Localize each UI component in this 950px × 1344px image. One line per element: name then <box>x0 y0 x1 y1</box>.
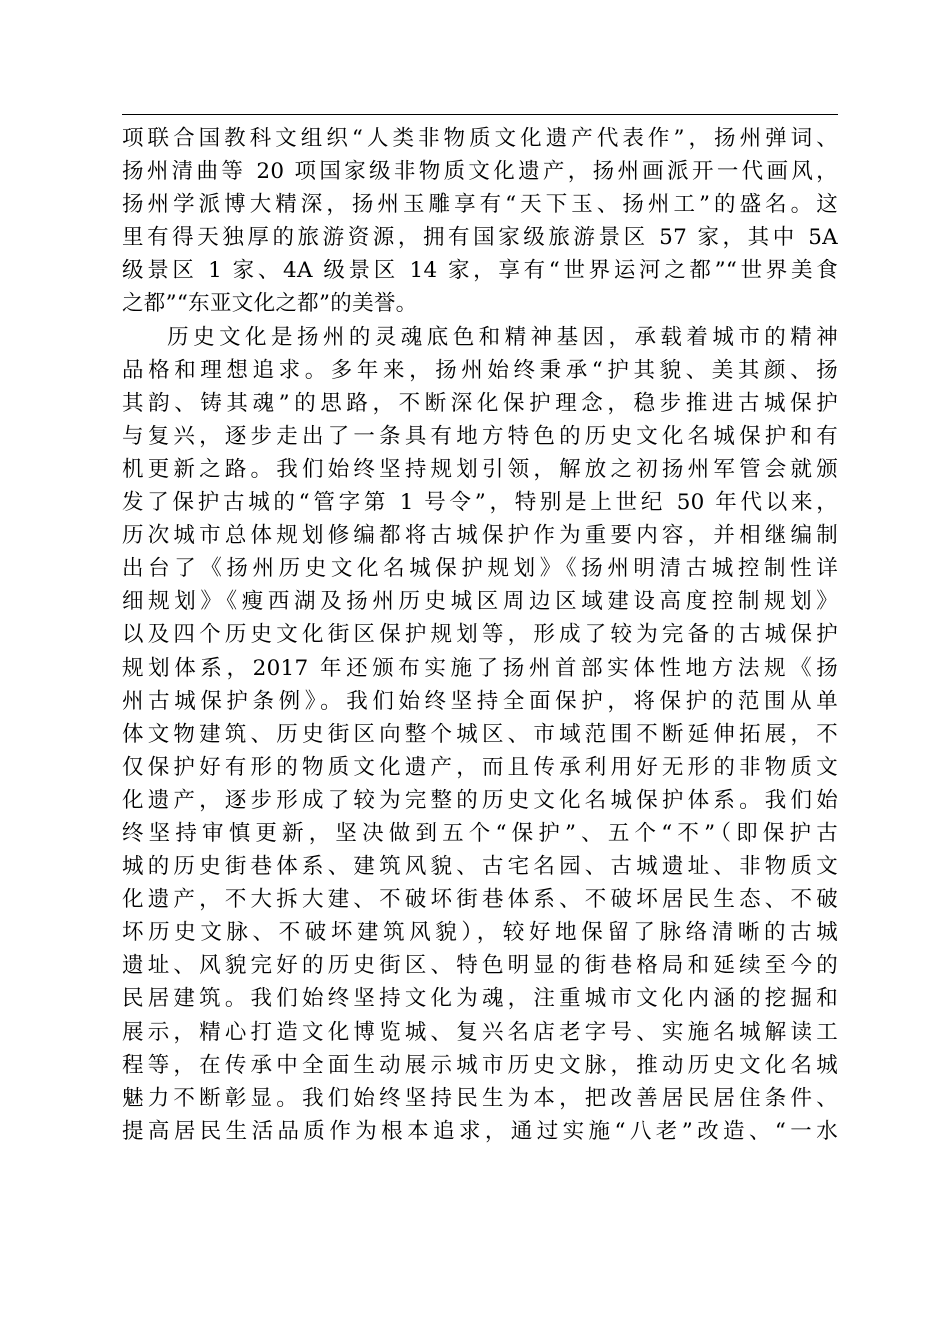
text-line: 民居建筑。我们始终坚持文化为魂，注重城市文化内涵的挖掘和 <box>122 986 838 1012</box>
text-line: 遗址、风貌完好的历史街区、特色明显的街巷格局和延续至今的 <box>122 953 838 979</box>
text-line: 品格和理想追求。多年来，扬州始终秉承“护其貌、美其颜、扬 <box>122 357 838 383</box>
text-line: 扬州学派博大精深，扬州玉雕享有“天下玉、扬州工”的盛名。这 <box>122 192 838 218</box>
text-line: 细规划》《瘦西湖及扬州历史城区周边区域建设高度控制规划》 <box>122 589 838 615</box>
text-line: 其韵、铸其魂”的思路，不断深化保护理念，稳步推进古城保护 <box>122 390 838 416</box>
text-line: 化遗产，逐步形成了较为完整的历史文化名城保护体系。我们始 <box>122 787 838 813</box>
text-line: 扬州清曲等 20 项国家级非物质文化遗产，扬州画派开一代画风， <box>122 159 838 185</box>
text-line: 化遗产，不大拆大建、不破坏街巷体系、不破坏居民生态、不破 <box>122 887 838 913</box>
text-line: 机更新之路。我们始终坚持规划引领，解放之初扬州军管会就颁 <box>122 456 838 482</box>
header-rule <box>122 114 838 115</box>
text-line: 提高居民生活品质作为根本追求，通过实施“八老”改造、“一水 <box>122 1118 838 1144</box>
body-text <box>122 122 838 1148</box>
text-line: 级景区 1 家、4A 级景区 14 家，享有“世界运河之都”“世界美食 <box>122 258 838 284</box>
text-line: 州古城保护条例》。我们始终坚持全面保护，将保护的范围从单 <box>122 688 838 714</box>
text-line: 历史文化是扬州的灵魂底色和精神基因，承载着城市的精神 <box>167 324 838 350</box>
paragraph-1 <box>122 122 838 321</box>
text-line: 发了保护古城的“管字第 1 号令”，特别是上世纪 50 年代以来， <box>122 490 838 516</box>
text-line: 展示，精心打造文化博览城、复兴名店老字号、实施名城解读工 <box>122 1019 838 1045</box>
text-line: 以及四个历史文化街区保护规划等，形成了较为完备的古城保护 <box>122 622 838 648</box>
text-line: 程等，在传承中全面生动展示城市历史文脉，推动历史文化名城 <box>122 1052 838 1078</box>
text-line: 与复兴，逐步走出了一条具有地方特色的历史文化名城保护和有 <box>122 423 838 449</box>
text-line: 体文物建筑、历史街区向整个城区、市域范围不断延伸拓展，不 <box>122 721 838 747</box>
text-line: 城的历史街巷体系、建筑风貌、古宅名园、古城遗址、非物质文 <box>122 854 838 880</box>
text-line: 项联合国教科文组织“人类非物质文化遗产代表作”，扬州弹词、 <box>122 126 838 151</box>
text-line: 魅力不断彰显。我们始终坚持民生为本，把改善居民居住条件、 <box>122 1085 838 1111</box>
paragraph-2 <box>122 321 838 1148</box>
text-line: 历次城市总体规划修编都将古城保护作为重要内容，并相继编制 <box>122 523 838 549</box>
text-line: 坏历史文脉、不破坏建筑风貌），较好地保留了脉络清晰的古城 <box>122 920 838 946</box>
text-line: 终坚持审慎更新，坚决做到五个“保护”、五个“不”（即保护古 <box>122 820 838 846</box>
text-line: 里有得天独厚的旅游资源，拥有国家级旅游景区 57 家，其中 5A <box>122 225 838 251</box>
text-line: 规划体系，2017 年还颁布实施了扬州首部实体性地方法规《扬 <box>122 655 838 681</box>
text-line: 仅保护好有形的物质文化遗产，而且传承利用好无形的非物质文 <box>122 754 838 780</box>
text-line: 之都”“东亚文化之都”的美誉。 <box>122 291 418 317</box>
text-line: 出台了《扬州历史文化名城保护规划》《扬州明清古城控制性详 <box>122 556 838 582</box>
